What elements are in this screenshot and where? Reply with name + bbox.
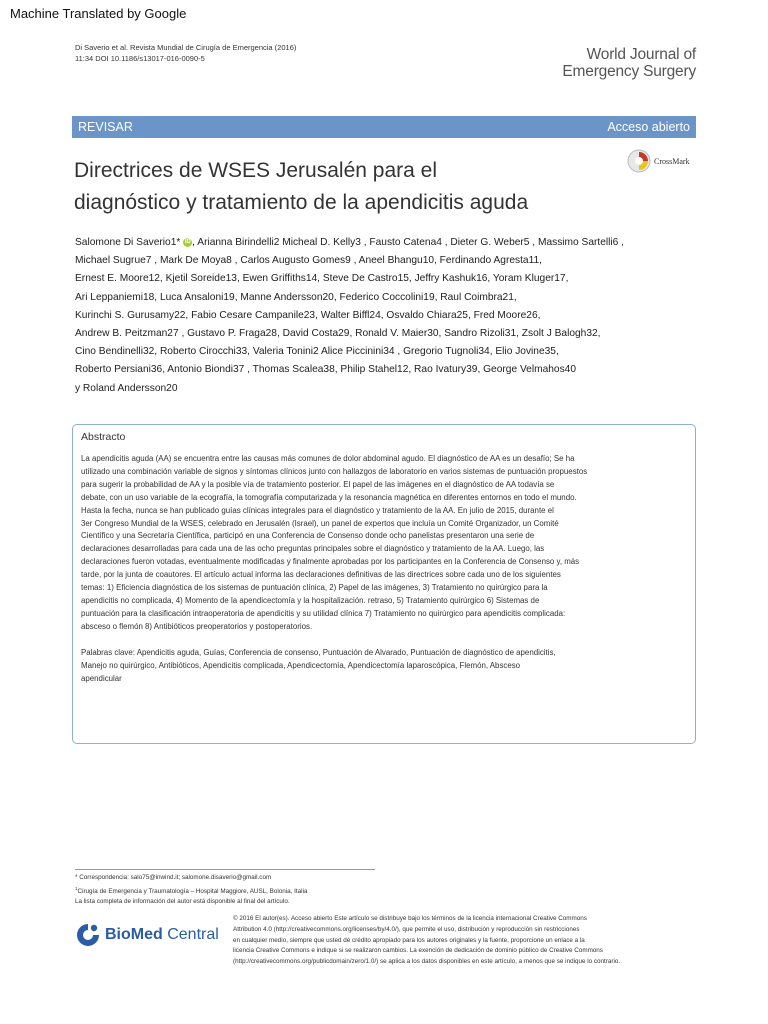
author-line: Ari Leppaniemi18, Luca Ansaloni19, Manne Andersson20, Federico Coccolini19, Raul Coimbra21, (75, 291, 517, 303)
crossmark-label: CrossMark (654, 156, 690, 166)
title-line-2: diagnóstico y tratamiento de la apendicitis aguda (74, 191, 529, 214)
abstract-line: para sugerir la probabilidad de AA y la posible vía de tratamiento posterior. El papel de las imágenes en el diagnóstico de AA todavía se (81, 479, 555, 489)
citation-line-2: 11:34 DOI 10.1186/s13017-016-0090-5 (75, 54, 205, 63)
author-line: Ernest E. Moore12, Kjetil Soreide13, Ewen Griffiths14, Steve De Castro15, Jeffry Kashuk16, Yoram Kluger17, (75, 273, 569, 285)
abstract-line: debate, con un uso variable de la ecografía, la tomografía computarizada y la resonancia magnética en diferentes entornos en todo el mundo. (81, 492, 577, 502)
open-access-label: Acceso abierto (607, 120, 690, 134)
article-title (74, 155, 634, 219)
author-line: Michael Sugrue7 , Mark De Moya8 , Carlos Augusto Gomes9 , Aneel Bhangu10, Ferdinando Agresta11, (75, 255, 543, 267)
citation (75, 42, 296, 64)
abstract-heading: Abstracto (81, 431, 126, 443)
journal-name-line-1: World Journal of (586, 46, 696, 63)
abstract-line: tarde, por la junta de coautores. El artículo actual informa las declaraciones definitivas de las directrices sobre cada uno de los siguientes (81, 570, 561, 580)
footnote-divider (75, 869, 375, 870)
biomed-central-icon (75, 922, 101, 948)
author-line: Salomone Di Saverio1* iD , Arianna Birindelli2 Micheal D. Kelly3 , Fausto Catena4 , Dieter G. Weber5 , Massimo Sartelli6 , (75, 237, 625, 248)
footnotes (75, 873, 307, 908)
machine-translated-banner: Machine Translated by Google (10, 6, 187, 21)
author-list (75, 234, 700, 398)
abstract-line: Científico y una Secretaría Científica, participó en una Conferencia de Consenso donde ocho panelistas presentaron una serie de (81, 531, 535, 541)
biomed-central-name: BioMed Central (105, 926, 219, 943)
abstract-line: declaraciones fueron votadas, eventualmente modificadas y finalmente aprobadas por los participantes en la Conferencia de Consenso y, más (81, 557, 580, 567)
abstract-line: 3er Congreso Mundial de la WSES, celebrado en Jerusalén (Israel), un panel de expertos que incluía un Comité Organizador, un Comité (81, 518, 559, 528)
correspondence-note[interactable]: * Correspondencia: salo75@inwind.it; salomone.disaverio@gmail.com (75, 874, 272, 881)
orcid-icon[interactable]: iD (184, 238, 191, 245)
author-line: y Roland Andersson20 (75, 382, 178, 394)
abstract-line: La apendicitis aguda (AA) se encuentra entre las causas más comunes de dolor abdominal agudo. El diagnóstico de AA es un desafío; Se ha (81, 454, 575, 463)
keywords-line: apendicular (81, 673, 122, 683)
keywords-line: Palabras clave: Apendicitis aguda, Guías, Conferencia de consenso, Puntuación de Alvarado, Puntuación de diagnóstico de apendicitis, (81, 647, 556, 657)
license-text (233, 914, 695, 968)
license-line: (http://creativecommons.org/publicdomain/zero/1.0/) se aplica a los datos disponibles en este artículo, a menos que se indique lo contrario. (233, 958, 621, 966)
article-type-bar (72, 116, 696, 138)
abstract-line: absceso o flemón 8) Antibióticos preoperatorios y postoperatorios. (81, 621, 313, 631)
journal-logo (562, 46, 696, 80)
title-line-1: Directrices de WSES Jerusalén para el (74, 159, 437, 182)
abstract-line: declaraciones desarrolladas para cada una de las ocho preguntas principales sobre el diagnóstico y tratamiento de la AA. Luego, las (81, 544, 545, 554)
affiliation-note: $^1$Cirugía de Emergencia y Traumatología – Hospital Maggiore, AUSL, Bolonia, Italia (75, 885, 308, 895)
keywords-line: Manejo no quirúrgico, Antibióticos, Apendicitis complicada, Apendicectomía, Apendicectomía laparoscópica, Flemón, Absceso (81, 660, 521, 670)
license-line: © 2016 El autor(es). Acceso abierto Este artículo se distribuye bajo los términos de la licencia internacional Creative Commons (233, 915, 587, 922)
license-line: en cualquier medio, siempre que usted dé crédito apropiado para los autores originales y la fuente, proporcione un enlace a la (233, 936, 585, 944)
abstract-box (72, 424, 696, 744)
abstract-line: utilizado una combinación variable de signos y síntomas clínicos junto con hallazgos de laboratorio en varios sistemas de puntuación propuestos (81, 466, 588, 476)
license-line: licencia Creative Commons e indique si se realizaron cambios. La exención de dedicación de dominio público de Creative Commons (233, 947, 603, 955)
author-line: Roberto Persiani36, Antonio Biondi37 , Thomas Scalea38, Philip Stahel12, Rao Ivatury39, George Velmahos40 (75, 364, 577, 376)
abstract-line: apendicitis no complicada, 4) Momento de la apendicectomía y la hospitalización. retraso, 5) Tratamiento quirúrgico 6) Sistemas de (81, 595, 540, 605)
author-line: Kurinchi S. Gurusamy22, Fabio Cesare Campanile23, Walter Biffl24, Osvaldo Chiara25, Fred Moore26, (75, 309, 541, 321)
license-line: Attribution 4.0 (http://creativecommons.org/licenses/by/4.0/), que permite el uso, distribución y reproducción sin restricciones (233, 925, 580, 933)
article-type-label: REVISAR (78, 120, 133, 134)
biomed-central-logo (75, 918, 225, 952)
abstract-line: Hasta la fecha, nunca se han publicado guías clínicas integrales para el diagnóstico y tratamiento de la AA. En julio de 2015, durante el (81, 505, 554, 515)
crossmark-icon (627, 149, 651, 173)
author-line: Andrew B. Peitzman27 , Gustavo P. Fraga28, David Costa29, Ronald V. Maier30, Sandro Rizoli31, Zsolt J Balogh32, (75, 328, 601, 340)
journal-name-line-2: Emergency Surgery (562, 63, 696, 80)
keywords (81, 647, 687, 686)
abstract-text (81, 453, 687, 634)
crossmark-badge[interactable] (627, 148, 699, 174)
citation-line-1: Di Saverio et al. Revista Mundial de Cirugía de Emergencia (2016) (75, 43, 297, 52)
author-info-note: La lista completa de información del autor está disponible al final del artículo. (75, 898, 290, 906)
author-line: Cino Bendinelli32, Roberto Cirocchi33, Valeria Tonini2 Alice Piccinini34 , Gregorio Tugnoli34, Elio Jovine35, (75, 346, 559, 358)
abstract-line: puntuación para la clasificación intraoperatoria de apendicitis y su utilidad clínica 7) Tratamiento no quirúrgico para apendicitis complicada: (81, 608, 566, 618)
abstract-line: temas: 1) Eficiencia diagnóstica de los sistemas de puntuación clínica, 2) Papel de las imágenes, 3) Tratamiento no quirúrgico para la (81, 583, 548, 593)
